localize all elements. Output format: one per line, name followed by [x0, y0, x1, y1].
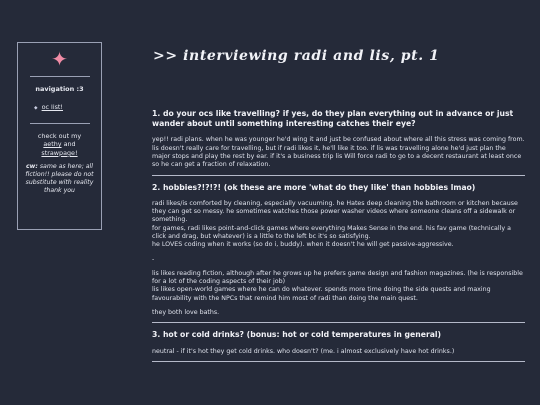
- answer-paragraph: radi likes/is comforted by cleaning, especially vacuuming. he Hates deep cleaning the bathroom or kitchen because they can get so messy. he sometimes watches those power washer videos where someone cleans off a sidewalk or something.: [152, 199, 518, 224]
- checkout-text: [18, 132, 101, 157]
- question-2: 2. hobbies?!?!?! (ok these are more 'what do they like' than hobbies lmao): [152, 182, 476, 192]
- cw-text: same as here; all fiction!! please do not substitute with reality thank you: [25, 163, 94, 194]
- answer-paragraph: they both love baths.: [152, 309, 220, 317]
- separator-dash: -: [152, 255, 155, 263]
- section-divider: [152, 361, 525, 362]
- aethy-link[interactable]: aethy: [43, 140, 62, 149]
- main-content: [152, 109, 525, 369]
- answer-paragraph: yep!! radi plans. when he was younger he'd wing it and just be confused about where all this stress was coming from.: [152, 136, 525, 144]
- answer-paragraph: lis likes reading fiction, although after he grows up he prefers game design and fashion magazines. (he is responsible for a lot of the coding aspects of their job): [152, 269, 523, 286]
- oc-list-link[interactable]: oc list!: [41, 103, 63, 111]
- answer-paragraph: neutral - if it's hot they get cold drinks. who doesn't? (me. i almost exclusively have hot drinks.): [152, 347, 455, 355]
- answer-paragraph: he LOVES coding when it works (so do i, buddy). when it doesn't he will get passive-aggressive.: [152, 241, 454, 249]
- and-text: and: [63, 140, 76, 149]
- sidebar: [17, 42, 102, 230]
- nav-title: navigation :3: [35, 85, 84, 93]
- sparkle-icon: ✦: [51, 47, 68, 71]
- content-warning: [18, 163, 101, 195]
- page-title: >> interviewing radi and lis, pt. 1: [153, 48, 440, 64]
- sidebar-divider: [30, 123, 90, 124]
- question-3: 3. hot or cold drinks? (bonus: hot or cold temperatures in general): [152, 330, 442, 340]
- answer-paragraph: lis doesn't really care for travelling, but if radi likes it, he'll like it too. if lis was travelling alone he'd just plan the major stops and play the rest by ear. if it's a business trip lis Will force radi to go to a decent restaurant at least once so he can get a fraction of relaxation.: [152, 144, 522, 169]
- answer-paragraph: for games, radi likes point-and-click games where everything Makes Sense in the end. his fav game (technically a click and drag, but whatever) is a little to the left bc it's so satisfying.: [152, 224, 511, 240]
- section-divider: [152, 322, 525, 323]
- question-1: 1. do your ocs like travelling? if yes, do they plan everything out in advance or just wander about until something interesting catches their eye?: [152, 109, 514, 129]
- section-divider: [152, 175, 525, 176]
- strawpage-link[interactable]: strawpage!: [41, 148, 78, 157]
- answer-paragraph: lis likes open-world games where he can do whatever. spends more time doing the side quests and maxing favourability with the NPCs that remind him most of radi than doing the main quest.: [152, 286, 491, 302]
- nav-item-oc-list: [34, 103, 101, 111]
- checkout-prefix: check out my: [37, 132, 82, 140]
- bullet-icon: ◆: [34, 106, 38, 111]
- sidebar-divider: [30, 76, 90, 77]
- nav-list: [18, 103, 101, 111]
- cw-label: cw:: [26, 163, 38, 171]
